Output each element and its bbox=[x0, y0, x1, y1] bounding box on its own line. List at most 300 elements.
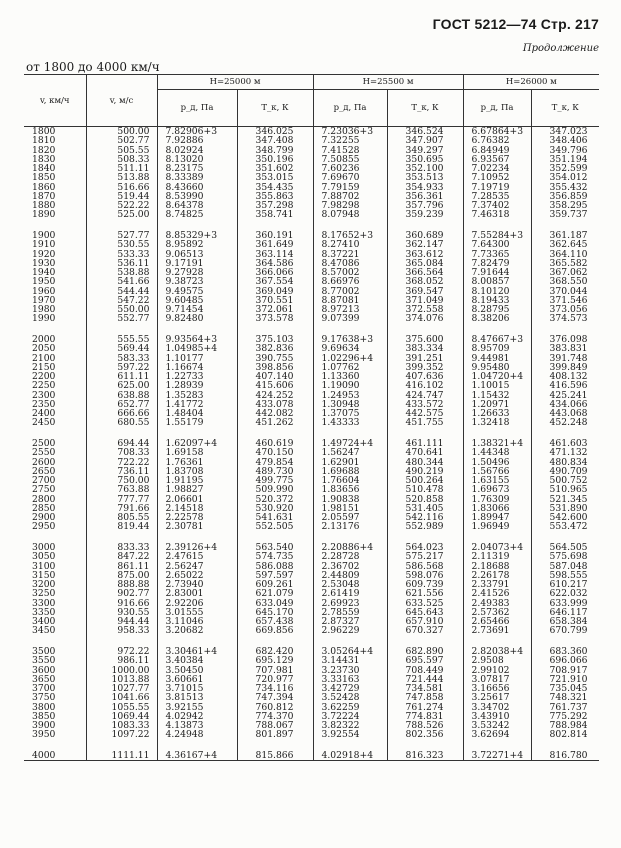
cell-pressure-h1 bbox=[157, 335, 237, 428]
cell-value: 499.775 bbox=[255, 475, 294, 486]
cell-value: 1.37075 bbox=[321, 408, 360, 419]
cell-value: 530.55 bbox=[117, 239, 150, 251]
cell-value: 8.10120 bbox=[471, 285, 510, 297]
cell-value: 536.11 bbox=[117, 257, 150, 269]
cell-value: 354.012 bbox=[549, 172, 588, 184]
cell-temperature-h3 bbox=[531, 335, 599, 428]
cell-pressure-h3 bbox=[463, 127, 531, 220]
cell-value: 358.295 bbox=[549, 200, 588, 211]
cell-value: 433.572 bbox=[405, 398, 444, 410]
cell-value: 8.27410 bbox=[321, 239, 360, 251]
cell-value: 1880 bbox=[32, 200, 56, 211]
cell-value: 2.9508 bbox=[471, 655, 504, 667]
cell-value: 3.33163 bbox=[321, 673, 360, 685]
cell-value: 510.478 bbox=[405, 484, 444, 496]
cell-value: 621.079 bbox=[255, 588, 294, 600]
cell-value: 547.22 bbox=[117, 294, 150, 306]
cell-value: 356.859 bbox=[549, 190, 588, 202]
cell-value: 365.582 bbox=[549, 257, 588, 269]
cell-value: 564.023 bbox=[405, 542, 444, 553]
cell-value: 695.129 bbox=[255, 655, 294, 667]
cell-value: 598.076 bbox=[405, 569, 444, 581]
cell-value: 451.755 bbox=[405, 417, 444, 429]
cell-value: 376.098 bbox=[549, 334, 588, 345]
cell-value: 1.48404 bbox=[165, 408, 204, 419]
cell-value: 8.19433 bbox=[471, 294, 510, 306]
cell-value: 8.33389 bbox=[165, 172, 204, 184]
cell-value: 638.88 bbox=[117, 389, 150, 401]
cell-value: 552.505 bbox=[255, 521, 294, 533]
cell-value: 1940 bbox=[32, 267, 56, 278]
cell-value: 815.866 bbox=[255, 750, 294, 761]
cell-value: 1.76604 bbox=[321, 475, 360, 486]
cell-value: 1800 bbox=[32, 126, 56, 137]
cell-value: 2.30781 bbox=[165, 521, 204, 533]
cell-value: 555.55 bbox=[117, 334, 150, 345]
cell-value: 2200 bbox=[32, 371, 56, 382]
cell-value: 4.13873 bbox=[165, 720, 204, 731]
cell-value: 645.643 bbox=[405, 606, 444, 618]
header-v-ms: v, м/с bbox=[86, 75, 157, 127]
header-temperature: T_к, К bbox=[531, 90, 599, 127]
cell-value: 1.10177 bbox=[165, 352, 204, 364]
cell-value: 538.88 bbox=[117, 267, 150, 278]
cell-value: 348.799 bbox=[255, 144, 294, 156]
cell-value: 1.13360 bbox=[321, 371, 360, 382]
cell-value: 696.066 bbox=[549, 655, 588, 667]
cell-value: 802.356 bbox=[405, 729, 444, 741]
cell-value: 944.44 bbox=[117, 616, 150, 627]
cell-value: 1.22733 bbox=[165, 371, 204, 382]
cell-value: 2300 bbox=[32, 389, 56, 401]
cell-value: 451.262 bbox=[255, 417, 294, 429]
cell-temperature-h3 bbox=[531, 751, 599, 761]
cell-value: 349.297 bbox=[405, 144, 444, 156]
cell-value: 7.98298 bbox=[321, 200, 360, 211]
cell-value: 670.799 bbox=[549, 625, 588, 637]
cell-value: 3250 bbox=[32, 588, 56, 600]
cell-value: 1920 bbox=[32, 248, 56, 260]
cell-value: 8.77002 bbox=[321, 285, 360, 297]
cell-value: 587.048 bbox=[549, 560, 588, 572]
cell-value: 1027.77 bbox=[111, 683, 150, 694]
cell-value: 2.47615 bbox=[165, 551, 204, 563]
cell-value: 2000 bbox=[32, 334, 56, 345]
cell-value: 424.747 bbox=[405, 389, 444, 401]
cell-value: 371.546 bbox=[549, 294, 588, 306]
cell-temperature-h2 bbox=[387, 751, 463, 761]
cell-value: 6.76382 bbox=[471, 135, 510, 147]
cell-value: 888.88 bbox=[117, 579, 150, 590]
cell-value: 416.102 bbox=[405, 380, 444, 392]
cell-v-kmh bbox=[24, 127, 86, 220]
atmosphere-table bbox=[24, 74, 599, 761]
cell-value: 363.114 bbox=[255, 248, 294, 260]
table-row-block bbox=[24, 335, 599, 428]
cell-value: 6.84949 bbox=[471, 144, 510, 156]
cell-pressure-h1 bbox=[157, 543, 237, 636]
cell-value: 1890 bbox=[32, 209, 56, 221]
cell-value: 346.524 bbox=[405, 126, 444, 137]
cell-value: 368.052 bbox=[405, 276, 444, 288]
cell-value: 1850 bbox=[32, 172, 56, 184]
cell-value: 761.737 bbox=[549, 701, 588, 713]
cell-value: 3.11046 bbox=[165, 616, 204, 627]
cell-value: 875.00 bbox=[117, 569, 150, 581]
cell-value: 8.37221 bbox=[321, 248, 360, 260]
cell-value: 2.26178 bbox=[471, 569, 510, 581]
cell-value: 416.596 bbox=[549, 380, 588, 392]
cell-value: 349.796 bbox=[549, 144, 588, 156]
cell-value: 586.568 bbox=[405, 560, 444, 572]
cell-value: 1.04720+4 bbox=[471, 371, 524, 382]
cell-value: 359.737 bbox=[549, 209, 588, 221]
cell-value: 4.36167+4 bbox=[165, 750, 218, 761]
cell-value: 2550 bbox=[32, 447, 56, 459]
cell-value: 2950 bbox=[32, 521, 56, 533]
cell-value: 2.69923 bbox=[321, 597, 360, 609]
cell-value: 1910 bbox=[32, 239, 56, 251]
cell-v-ms bbox=[86, 439, 157, 532]
cell-value: 2.28728 bbox=[321, 551, 360, 563]
cell-value: 360.689 bbox=[405, 230, 444, 241]
cell-value: 1.56247 bbox=[321, 447, 360, 459]
cell-value: 2150 bbox=[32, 361, 56, 373]
cell-value: 1.28939 bbox=[165, 380, 204, 392]
cell-value: 365.084 bbox=[405, 257, 444, 269]
cell-value: 1.30948 bbox=[321, 398, 360, 410]
cell-value: 8.87081 bbox=[321, 294, 360, 306]
cell-value: 7.23036+3 bbox=[321, 126, 374, 137]
cell-value: 2800 bbox=[32, 493, 56, 505]
cell-value: 2750 bbox=[32, 484, 56, 496]
cell-value: 373.578 bbox=[255, 313, 294, 325]
cell-value: 544.44 bbox=[117, 285, 150, 297]
cell-value: 1041.66 bbox=[111, 692, 150, 704]
cell-value: 791.66 bbox=[117, 502, 150, 514]
cell-pressure-h1 bbox=[157, 751, 237, 761]
cell-value: 625.00 bbox=[117, 380, 150, 392]
cell-value: 1.90838 bbox=[321, 493, 360, 505]
cell-value: 390.755 bbox=[255, 352, 294, 364]
cell-value: 708.449 bbox=[405, 664, 444, 676]
cell-value: 6.67864+3 bbox=[471, 126, 524, 137]
cell-value: 424.252 bbox=[255, 389, 294, 401]
cell-value: 3.81513 bbox=[165, 692, 204, 704]
cell-value: 3.34702 bbox=[471, 701, 510, 713]
cell-value: 1.69673 bbox=[471, 484, 510, 496]
cell-value: 470.641 bbox=[405, 447, 444, 459]
cell-value: 774.831 bbox=[405, 710, 444, 722]
cell-value: 3.92554 bbox=[321, 729, 360, 741]
cell-value: 597.22 bbox=[117, 361, 150, 373]
cell-pressure-h2 bbox=[313, 231, 387, 324]
header-pressure: p_д, Па bbox=[157, 90, 237, 127]
cell-v-ms bbox=[86, 231, 157, 324]
cell-value: 657.438 bbox=[255, 616, 294, 627]
cell-value: 2700 bbox=[32, 475, 56, 486]
cell-value: 2.65466 bbox=[471, 616, 510, 627]
cell-value: 972.22 bbox=[117, 646, 150, 657]
cell-value: 533.33 bbox=[117, 248, 150, 260]
cell-value: 362.147 bbox=[405, 239, 444, 251]
cell-value: 2.78559 bbox=[321, 606, 360, 618]
cell-value: 407.140 bbox=[255, 371, 294, 382]
cell-pressure-h3 bbox=[463, 647, 531, 740]
cell-value: 1069.44 bbox=[111, 710, 150, 722]
cell-value: 747.858 bbox=[405, 692, 444, 704]
cell-value: 370.551 bbox=[255, 294, 294, 306]
cell-value: 721.444 bbox=[405, 673, 444, 685]
cell-value: 1900 bbox=[32, 230, 56, 241]
cell-value: 1111.11 bbox=[111, 750, 150, 761]
cell-value: 3.42729 bbox=[321, 683, 360, 694]
cell-v-ms bbox=[86, 543, 157, 636]
cell-value: 383.831 bbox=[549, 343, 588, 355]
cell-value: 3.52428 bbox=[321, 692, 360, 704]
cell-value: 2100 bbox=[32, 352, 56, 364]
cell-value: 360.191 bbox=[255, 230, 294, 241]
cell-value: 7.73365 bbox=[471, 248, 510, 260]
cell-pressure-h3 bbox=[463, 751, 531, 761]
cell-value: 2450 bbox=[32, 417, 56, 429]
cell-value: 2.20886+4 bbox=[321, 542, 374, 553]
header-altitude-1: H=25000 м bbox=[157, 75, 313, 90]
cell-value: 1.19090 bbox=[321, 380, 360, 392]
cell-value: 525.00 bbox=[117, 209, 150, 221]
cell-value: 407.636 bbox=[405, 371, 444, 382]
cell-value: 511.11 bbox=[117, 163, 150, 174]
cell-value: 408.132 bbox=[549, 371, 588, 382]
cell-value: 375.600 bbox=[405, 334, 444, 345]
cell-value: 680.55 bbox=[117, 417, 150, 429]
cell-pressure-h1 bbox=[157, 647, 237, 740]
cell-value: 509.990 bbox=[255, 484, 294, 496]
cell-value: 452.248 bbox=[549, 417, 588, 429]
cell-value: 2.73940 bbox=[165, 579, 204, 590]
cell-value: 4000 bbox=[32, 750, 56, 761]
cell-value: 399.849 bbox=[549, 361, 588, 373]
cell-value: 6.93567 bbox=[471, 153, 510, 165]
cell-pressure-h2 bbox=[313, 127, 387, 220]
cell-value: 7.82479 bbox=[471, 257, 510, 269]
cell-value: 1820 bbox=[32, 144, 56, 156]
cell-temperature-h2 bbox=[387, 439, 463, 532]
cell-value: 916.66 bbox=[117, 597, 150, 609]
cell-v-kmh bbox=[24, 647, 86, 740]
cell-value: 3500 bbox=[32, 646, 56, 657]
cell-value: 352.599 bbox=[549, 163, 588, 174]
cell-value: 761.274 bbox=[405, 701, 444, 713]
cell-value: 2.18688 bbox=[471, 560, 510, 572]
cell-value: 7.50855 bbox=[321, 153, 360, 165]
cell-value: 646.117 bbox=[549, 606, 588, 618]
cell-value: 1055.55 bbox=[111, 701, 150, 713]
cell-value: 586.088 bbox=[255, 560, 294, 572]
cell-value: 7.92886 bbox=[165, 135, 204, 147]
cell-value: 7.32255 bbox=[321, 135, 360, 147]
cell-value: 2.96229 bbox=[321, 625, 360, 637]
cell-value: 348.406 bbox=[549, 135, 588, 147]
cell-value: 9.38723 bbox=[165, 276, 204, 288]
cell-value: 3850 bbox=[32, 710, 56, 722]
cell-v-ms bbox=[86, 335, 157, 428]
cell-value: 520.858 bbox=[405, 493, 444, 505]
cell-value: 3.71015 bbox=[165, 683, 204, 694]
cell-value: 666.66 bbox=[117, 408, 150, 419]
cell-value: 480.344 bbox=[405, 456, 444, 468]
cell-value: 470.150 bbox=[255, 447, 294, 459]
cell-value: 3050 bbox=[32, 551, 56, 563]
cell-value: 3450 bbox=[32, 625, 56, 637]
cell-temperature-h1 bbox=[237, 231, 313, 324]
cell-value: 372.061 bbox=[255, 304, 294, 315]
cell-value: 2.04073+4 bbox=[471, 542, 524, 553]
cell-value: 9.69634 bbox=[321, 343, 360, 355]
cell-value: 805.55 bbox=[117, 512, 150, 523]
cell-value: 8.57002 bbox=[321, 267, 360, 278]
cell-value: 1.83656 bbox=[321, 484, 360, 496]
cell-value: 8.00857 bbox=[471, 276, 510, 288]
cell-value: 471.132 bbox=[549, 447, 588, 459]
cell-value: 8.64378 bbox=[165, 200, 204, 211]
cell-value: 1970 bbox=[32, 294, 56, 306]
cell-value: 597.597 bbox=[255, 569, 294, 581]
cell-value: 760.812 bbox=[255, 701, 294, 713]
cell-value: 3.82322 bbox=[321, 720, 360, 731]
cell-value: 2250 bbox=[32, 380, 56, 392]
cell-value: 9.49575 bbox=[165, 285, 204, 297]
cell-value: 611.11 bbox=[117, 371, 150, 382]
cell-temperature-h1 bbox=[237, 127, 313, 220]
cell-value: 1.83708 bbox=[165, 465, 204, 477]
cell-value: 1840 bbox=[32, 163, 56, 174]
cell-value: 695.597 bbox=[405, 655, 444, 667]
cell-value: 3.72224 bbox=[321, 710, 360, 722]
cell-temperature-h3 bbox=[531, 439, 599, 532]
cell-value: 3.50450 bbox=[165, 664, 204, 676]
cell-value: 490.709 bbox=[549, 465, 588, 477]
cell-v-kmh bbox=[24, 751, 86, 761]
cell-value: 583.33 bbox=[117, 352, 150, 364]
cell-value: 1.76309 bbox=[471, 493, 510, 505]
cell-value: 8.13020 bbox=[165, 153, 204, 165]
cell-value: 2050 bbox=[32, 343, 56, 355]
cell-value: 1.07762 bbox=[321, 361, 360, 373]
cell-value: 3.62694 bbox=[471, 729, 510, 741]
cell-value: 2850 bbox=[32, 502, 56, 514]
cell-value: 7.41528 bbox=[321, 144, 360, 156]
cell-value: 1.98151 bbox=[321, 502, 360, 514]
cell-value: 609.261 bbox=[255, 579, 294, 590]
cell-value: 563.540 bbox=[255, 542, 294, 553]
cell-value: 3.92155 bbox=[165, 701, 204, 713]
cell-value: 833.33 bbox=[117, 542, 150, 553]
cell-value: 708.917 bbox=[549, 664, 588, 676]
cell-value: 2.11319 bbox=[471, 551, 510, 563]
table-body bbox=[24, 127, 599, 761]
cell-value: 2.22578 bbox=[165, 512, 204, 523]
cell-value: 1.49724+4 bbox=[321, 438, 374, 449]
cell-value: 520.372 bbox=[255, 493, 294, 505]
cell-value: 682.890 bbox=[405, 646, 444, 657]
cell-value: 574.735 bbox=[255, 551, 294, 563]
cell-value: 3150 bbox=[32, 569, 56, 581]
cell-value: 1.63155 bbox=[471, 475, 510, 486]
cell-pressure-h2 bbox=[313, 543, 387, 636]
cell-value: 7.19719 bbox=[471, 181, 510, 193]
table-row-block bbox=[24, 231, 599, 324]
cell-value: 1.20971 bbox=[471, 398, 510, 410]
cell-value: 531.890 bbox=[549, 502, 588, 514]
cell-pressure-h3 bbox=[463, 543, 531, 636]
cell-temperature-h3 bbox=[531, 543, 599, 636]
cell-value: 3.23730 bbox=[321, 664, 360, 676]
cell-value: 750.00 bbox=[117, 475, 150, 486]
cell-value: 670.327 bbox=[405, 625, 444, 637]
table-row-block bbox=[24, 751, 599, 761]
cell-value: 374.573 bbox=[549, 313, 588, 325]
cell-value: 550.00 bbox=[117, 304, 150, 315]
standard-number: ГОСТ 5212—74 bbox=[432, 16, 537, 32]
cell-value: 7.79159 bbox=[321, 181, 360, 193]
cell-value: 425.241 bbox=[549, 389, 588, 401]
cell-value: 355.432 bbox=[549, 181, 588, 193]
cell-value: 734.116 bbox=[255, 683, 294, 694]
cell-value: 3.05264+4 bbox=[321, 646, 374, 657]
cell-temperature-h2 bbox=[387, 127, 463, 220]
cell-value: 3.43910 bbox=[471, 710, 510, 722]
cell-v-kmh bbox=[24, 543, 86, 636]
cell-value: 358.741 bbox=[255, 209, 294, 221]
cell-value: 575.698 bbox=[549, 551, 588, 563]
cell-value: 3300 bbox=[32, 597, 56, 609]
cell-value: 708.33 bbox=[117, 447, 150, 459]
cell-value: 1000.00 bbox=[111, 664, 150, 676]
cell-pressure-h3 bbox=[463, 231, 531, 324]
cell-value: 3.60661 bbox=[165, 673, 204, 685]
cell-value: 513.88 bbox=[117, 172, 150, 184]
cell-temperature-h1 bbox=[237, 543, 313, 636]
cell-value: 480.834 bbox=[549, 456, 588, 468]
cell-pressure-h1 bbox=[157, 231, 237, 324]
cell-value: 433.078 bbox=[255, 398, 294, 410]
cell-pressure-h2 bbox=[313, 335, 387, 428]
cell-value: 391.748 bbox=[549, 352, 588, 364]
cell-value: 552.989 bbox=[405, 521, 444, 533]
cell-value: 1830 bbox=[32, 153, 56, 165]
cell-value: 1.98827 bbox=[165, 484, 204, 496]
cell-value: 9.93564+3 bbox=[165, 334, 218, 345]
cell-value: 508.33 bbox=[117, 153, 150, 165]
cell-value: 461.603 bbox=[549, 438, 588, 449]
cell-value: 1.35283 bbox=[165, 389, 204, 401]
cell-value: 2.44809 bbox=[321, 569, 360, 581]
cell-value: 1083.33 bbox=[111, 720, 150, 731]
cell-value: 1.69158 bbox=[165, 447, 204, 459]
cell-value: 2.53048 bbox=[321, 579, 360, 590]
cell-value: 9.82480 bbox=[165, 313, 204, 325]
cell-value: 7.37402 bbox=[471, 200, 510, 211]
cell-value: 3000 bbox=[32, 542, 56, 553]
cell-value: 479.854 bbox=[255, 456, 294, 468]
cell-value: 801.897 bbox=[255, 729, 294, 741]
cell-value: 736.11 bbox=[117, 465, 150, 477]
cell-value: 500.00 bbox=[117, 126, 150, 137]
cell-value: 1.15432 bbox=[471, 389, 510, 401]
cell-value: 1013.88 bbox=[111, 673, 150, 685]
table-row-block bbox=[24, 647, 599, 740]
